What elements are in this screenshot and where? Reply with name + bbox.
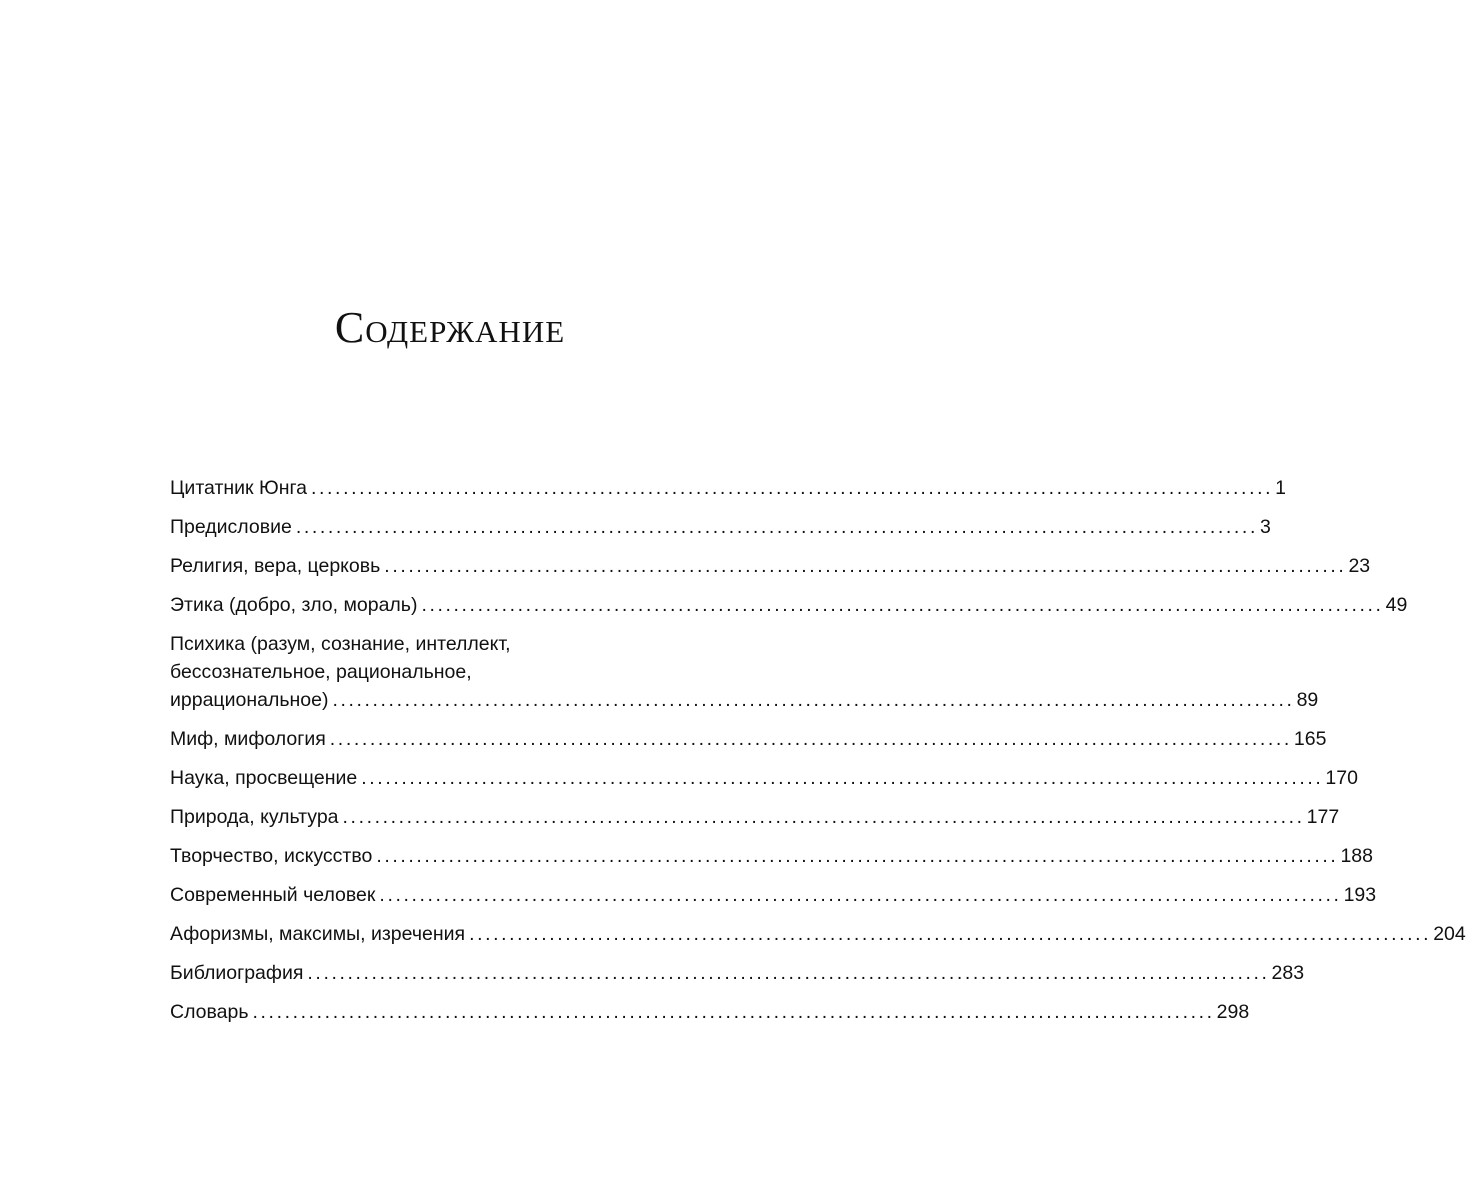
toc-entry-title: Предисловие bbox=[170, 516, 292, 538]
toc-page-number: 193 bbox=[1343, 884, 1377, 906]
dot-leader: ........................................................................................................................ bbox=[469, 923, 1432, 945]
toc-entry bbox=[170, 920, 1466, 948]
toc-page-number: 204 bbox=[1433, 923, 1466, 945]
dot-leader: ........................................................................................................................ bbox=[342, 806, 1305, 828]
dot-leader: ........................................................................................................................ bbox=[421, 594, 1384, 616]
toc-entry-title: Современный человек bbox=[170, 884, 376, 906]
toc-entry-title-line: бессознательное, рациональное, bbox=[170, 661, 472, 683]
toc-entry bbox=[170, 552, 1371, 580]
table-of-contents bbox=[170, 474, 1466, 1037]
toc-page-number: 89 bbox=[1296, 689, 1319, 711]
dot-leader: ........................................................................................................................ bbox=[361, 767, 1324, 789]
toc-entry bbox=[170, 881, 1377, 909]
toc-entry-title: Библиография bbox=[170, 962, 304, 984]
toc-entry-title: Природа, культура bbox=[170, 806, 339, 828]
toc-entry-title: Этика (добро, зло, мораль) bbox=[170, 594, 418, 616]
page-title: Содержание bbox=[334, 303, 566, 352]
toc-entry bbox=[170, 842, 1373, 870]
toc-page-number: 283 bbox=[1271, 962, 1305, 984]
toc-entry-title: Религия, вера, церковь bbox=[170, 555, 381, 577]
toc-page-number: 1 bbox=[1275, 477, 1286, 499]
toc-entry bbox=[170, 998, 1250, 1026]
toc-entry-title: Цитатник Юнга bbox=[170, 477, 307, 499]
toc-entry-title: Наука, просвещение bbox=[170, 767, 358, 789]
toc-entry-title-line: Психика (разум, сознание, интеллект, bbox=[170, 633, 511, 655]
dot-leader: ........................................................................................................................ bbox=[384, 555, 1347, 577]
toc-entry bbox=[170, 630, 1319, 714]
toc-page-number: 170 bbox=[1325, 767, 1358, 789]
toc-page-number: 177 bbox=[1306, 806, 1340, 828]
toc-entry bbox=[170, 959, 1305, 987]
toc-page-number: 298 bbox=[1216, 1001, 1250, 1023]
toc-entry-title: Творчество, искусство bbox=[170, 845, 373, 867]
toc-page-number: 3 bbox=[1259, 516, 1271, 538]
toc-entry-title: Словарь bbox=[170, 1001, 249, 1023]
toc-entry bbox=[170, 474, 1286, 502]
toc-page-number: 165 bbox=[1293, 728, 1327, 750]
toc-entry bbox=[170, 513, 1271, 541]
dot-leader: ........................................................................................................................ bbox=[307, 962, 1270, 984]
toc-entry-title-line: иррациональное) bbox=[170, 689, 329, 711]
toc-entry-title: Миф, мифология bbox=[170, 728, 326, 750]
toc-entry bbox=[170, 764, 1358, 792]
dot-leader: ........................................................................................................................ bbox=[252, 1001, 1215, 1023]
toc-entry bbox=[170, 725, 1327, 753]
toc-page-number: 49 bbox=[1385, 594, 1408, 616]
toc-entry-title: Афоризмы, максимы, изречения bbox=[170, 923, 466, 945]
toc-page-number: 188 bbox=[1340, 845, 1373, 867]
toc-page-number: 23 bbox=[1348, 555, 1371, 577]
toc-entry bbox=[170, 591, 1408, 619]
dot-leader: ........................................................................................................................ bbox=[379, 884, 1342, 906]
toc-entry bbox=[170, 803, 1340, 831]
dot-leader: ........................................................................................................................ bbox=[311, 477, 1274, 499]
dot-leader: ........................................................................................................................ bbox=[376, 845, 1339, 867]
dot-leader: ........................................................................................................................ bbox=[332, 689, 1295, 711]
dot-leader: ........................................................................................................................ bbox=[295, 516, 1258, 538]
dot-leader: ........................................................................................................................ bbox=[329, 728, 1292, 750]
